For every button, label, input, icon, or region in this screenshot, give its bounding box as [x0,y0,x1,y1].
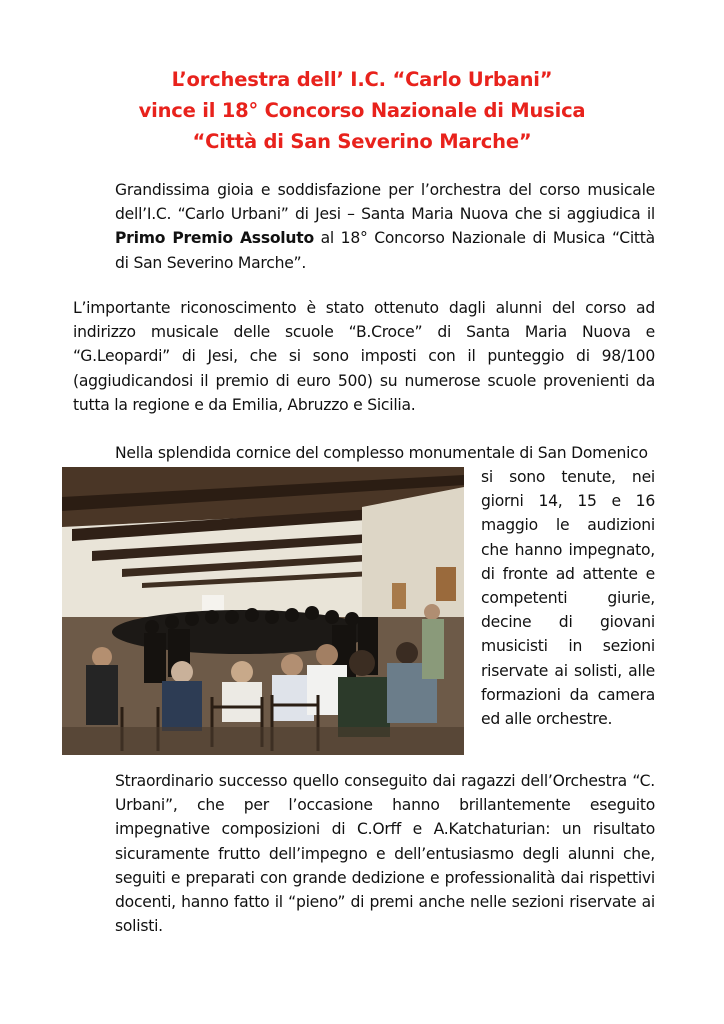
article-title [0,64,724,157]
paragraph-2-text: L’importante riconoscimento è stato ottenuto dagli alunni del corso ad indirizzo musicale delle scuole “B.Croce” di Santa Maria Nuova e “G.Leopardi” di Jesi, che si sono imposti con il punteggio di 98/100 (aggiudicandosi il premio di euro 500) su numerose scuole provenienti da tutta la regione e da Emilia, Abruzzo e Sicilia. [73,299,655,414]
title-line-1: L’orchestra dell’ I.C. “Carlo Urbani” [171,68,553,91]
prize-highlight: Primo Premio Assoluto [115,229,314,248]
paragraph-4 [69,769,655,938]
title-line-2: vince il 18° Concorso Nazionale di Musica [138,99,586,122]
paragraph-3-side-text: si sono tenute, nei giorni 14, 15 e 16 maggio le audizioni che hanno impegnato, di fronte ad attente e competenti giurie, decine di giovani musicisti in sezioni riservate ai solisti, alle formazioni da camera ed alle orchestre. [481,468,655,729]
title-line-3: “Città di San Severino Marche” [192,130,532,153]
orchestra-photo [62,467,464,755]
paragraph-4-text: Straordinario successo quello conseguito dai ragazzi dell’Orchestra “C. Urbani”, che per l’occasione hanno brillantemente eseguito impegnative composizioni di C.Orff e A.Katchaturian: un risultato sicuramente frutto dell’impegno e dell’entusiasmo degli alunni che, seguiti e preparati con grande dedizione e professionalità dai rispettivi docenti, hanno fatto il “pieno” di premi anche nelle sezioni riservate ai solisti. [115,772,655,936]
paragraph-2 [69,296,655,417]
paragraph-1 [69,178,655,275]
paragraph-3-first-line: Nella splendida cornice del complesso monumentale di San Domenico [115,444,648,462]
paragraph-1-text: Grandissima gioia e soddisfazione per l’orchestra del corso musicale dell’I.C. “Carlo Urbani” di Jesi – Santa Maria Nuova che si aggiudica il [115,181,655,224]
paragraph-1-text-end: al 18° Concorso Nazionale di Musica “Città di San Severino Marche”. [115,229,655,272]
